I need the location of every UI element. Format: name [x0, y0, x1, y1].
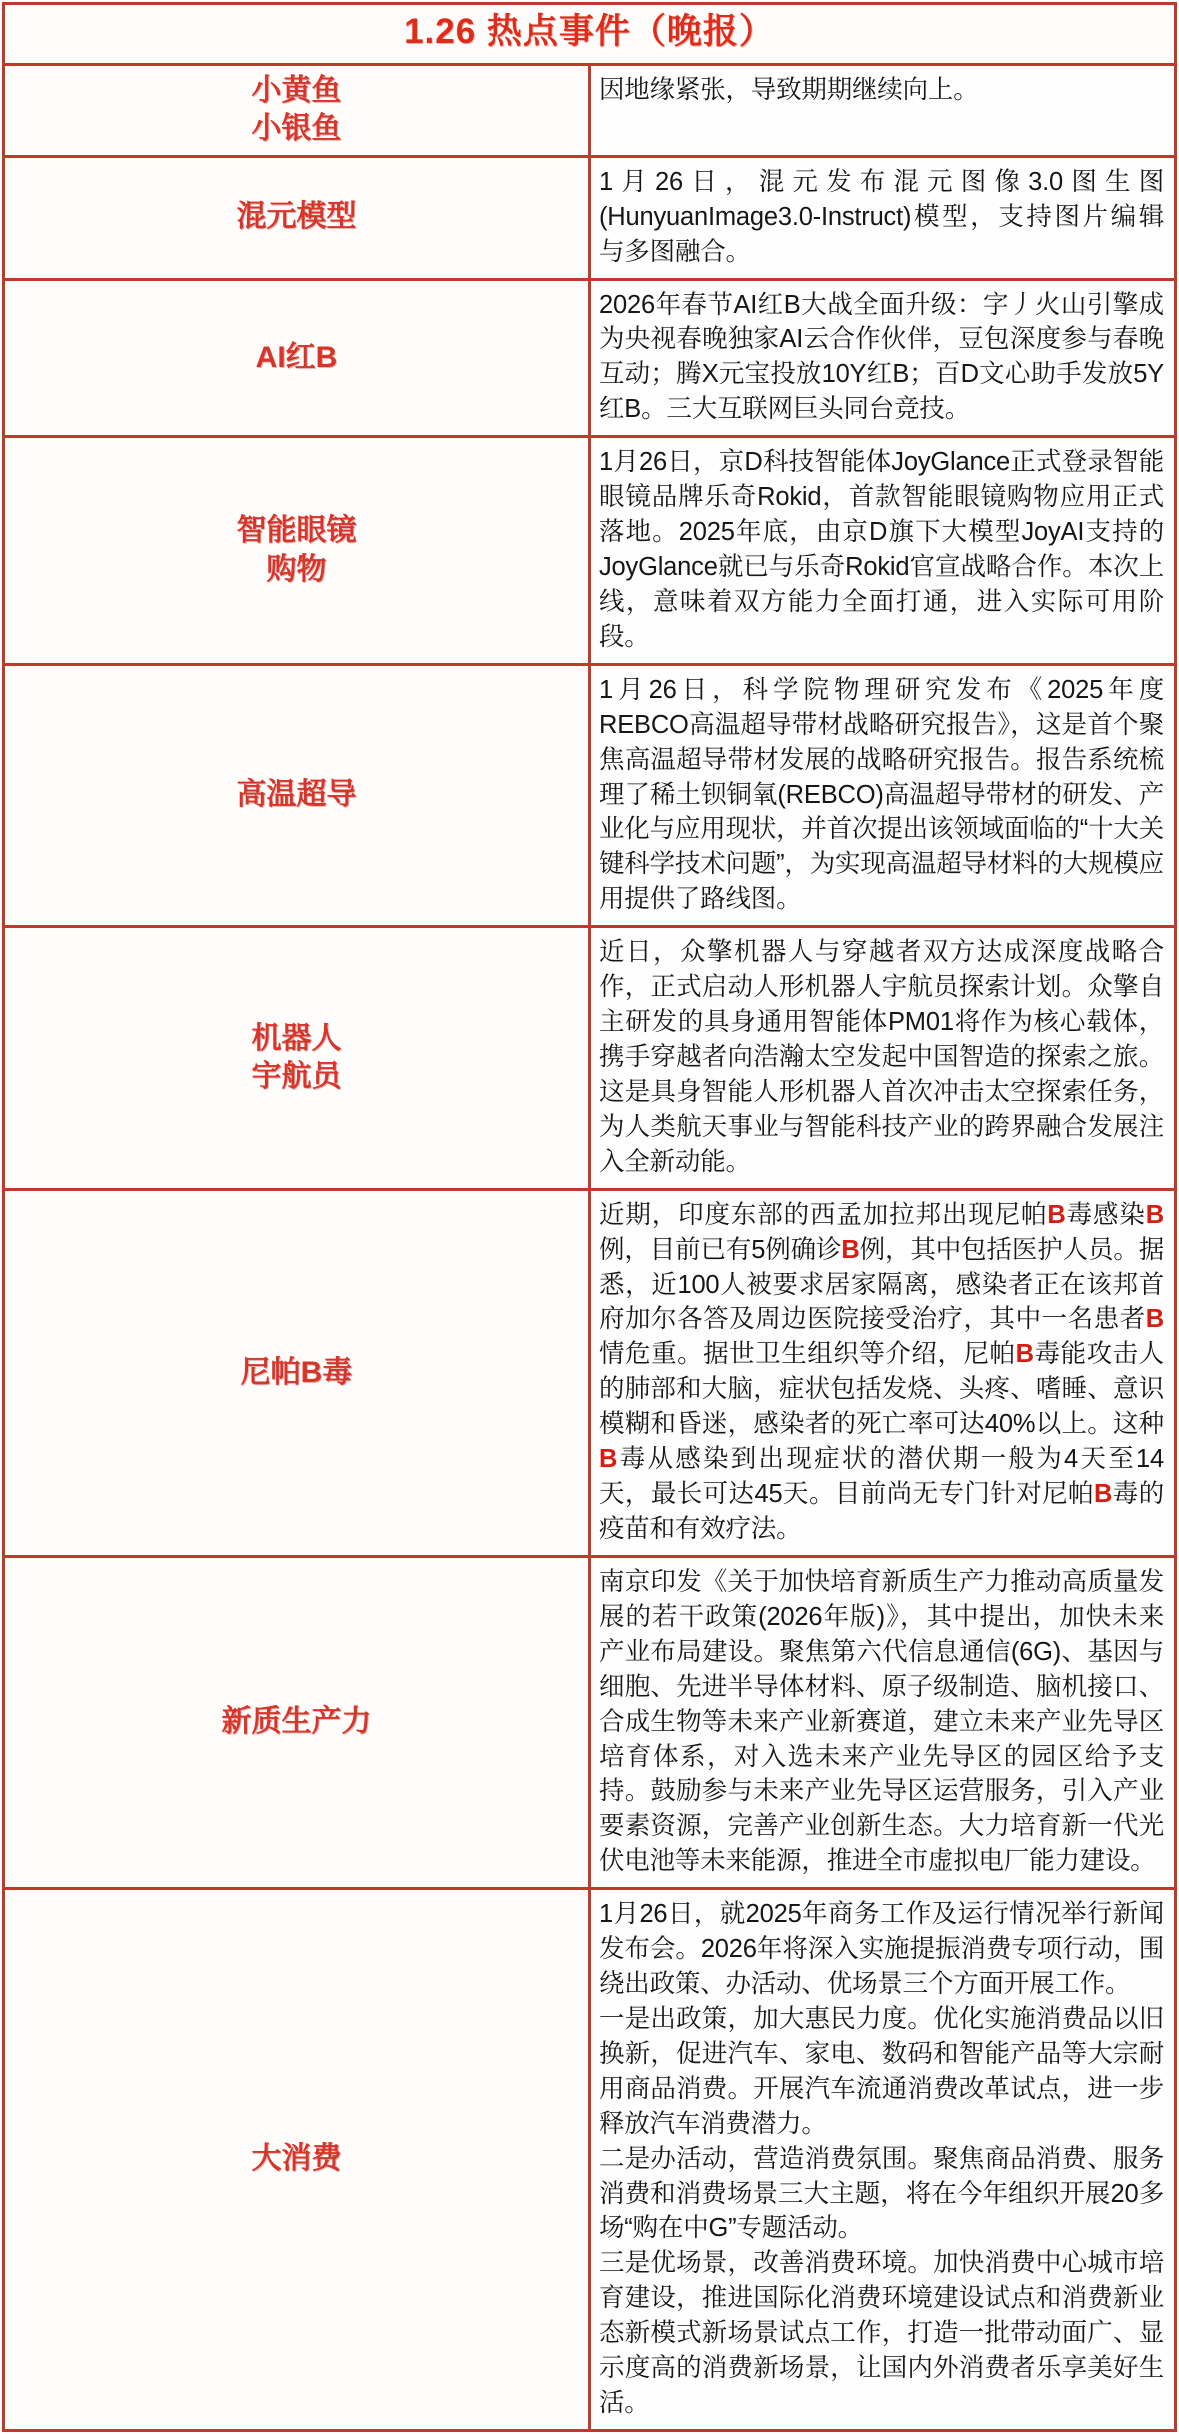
topic-label-line: 混元模型 [236, 200, 357, 234]
topic-body-cell [590, 1189, 1176, 1556]
body-paragraph [599, 1565, 1164, 1879]
highlighted-text: B [841, 1235, 860, 1264]
body-text: 南京印发《关于加快培育新质生产力推动高质量发展的若干政策(2026年版)》，其中提出，加快未来产业布局建设。聚焦第六代信息通信(6G)、基因与细胞、先进半导体材料、原子级制造、脑机接口、合成生物等未来产业新赛道，建立未来产业先导区培育体系，对入选未来产业先导区的园区给予支持。鼓励参与未来产业先导区运营服务，引入产业要素资源，完善产业创新生态。大力培育新一代光伏电池等未来能源，推进全市虚拟电厂能力建设。 [599, 1567, 1164, 1876]
topic-body-cell [590, 927, 1176, 1189]
body-text: 2026年春节AI红B大战全面升级：字丿火山引擎成为央视春晚独家AI云合作伙伴，豆包深度参与春晚互动；腾X元宝投放10Y红B；百D文心助手发放5Y红B。三大互联网巨头同台竞技。 [599, 290, 1164, 424]
body-paragraph [599, 1897, 1164, 2002]
body-paragraph [599, 935, 1164, 1179]
table-row [4, 1889, 1176, 2431]
topic-label-cell [4, 1556, 590, 1888]
table-row [4, 156, 1176, 279]
body-text: 1月26日，科学院物理研究发布《2025年度REBCO高温超导带材战略研究报告》，这是首个聚焦高温超导带材发展的战略研究报告。报告系统梳理了稀土钡铜氧(REBCO)高温超导带材的研发、产业化与应用现状，并首次提出该领域面临的“十大关键科学技术问题”，为实现高温超导材料的大规模应用提供了路线图。 [599, 675, 1164, 914]
body-paragraph [599, 73, 1164, 108]
body-text: 毒的疫苗和有效疗法。 [599, 1480, 1164, 1543]
topic-label-line: 购物 [266, 552, 327, 586]
table-body [4, 4, 1176, 2431]
highlighted-text: B [1145, 1200, 1164, 1229]
table-row [4, 65, 1176, 157]
hot-events-table [2, 2, 1177, 2432]
body-paragraph [599, 1198, 1164, 1547]
body-text: 因地缘紧张，导致期期继续向上。 [599, 76, 979, 104]
body-text: 三是优场景，改善消费环境。加快消费中心城市培育建设，推进国际化消费环境建设试点和消费新业态新模式新场景试点工作，打造一批带动面广、显示度高的消费新场景，让国内外消费者乐享美好生活。 [599, 2249, 1164, 2418]
highlighted-text: B [1015, 1340, 1034, 1369]
body-text: 情危重。据世卫生组织等介绍，尼帕 [599, 1340, 1016, 1369]
topic-label-line: 智能眼镜 [236, 514, 357, 548]
body-text: 近日，众擎机器人与穿越者双方达成深度战略合作，正式启动人形机器人宇航员探索计划。众擎自主研发的具身通用智能体PM01将作为核心载体，携手穿越者向浩瀚太空发起中国智造的探索之旅。这是具身智能人形机器人首次冲击太空探索任务，为人类航天事业与智能科技产业的跨界融合发展注入全新动能。 [599, 938, 1164, 1176]
topic-label-line: 尼帕B毒 [240, 1355, 353, 1389]
table-row [4, 279, 1176, 437]
topic-body-cell [590, 1556, 1176, 1888]
body-paragraph [599, 673, 1164, 917]
topic-body-cell [590, 156, 1176, 279]
table-row [4, 927, 1176, 1189]
body-paragraph [599, 2002, 1164, 2142]
title-row [4, 4, 1176, 65]
topic-label-line: 高温超导 [236, 778, 357, 812]
topic-label-line: 新质生产力 [221, 1705, 372, 1739]
highlighted-text: B [599, 1445, 618, 1474]
body-text: 毒能攻击人的肺部和大脑，症状包括发烧、头疼、嗜睡、意识模糊和昏迷，感染者的死亡率可达40%以上。这种 [599, 1340, 1164, 1439]
topic-label-cell [4, 65, 590, 157]
topic-label-cell [4, 1189, 590, 1556]
body-text: 二是办活动，营造消费氛围。聚焦商品消费、服务消费和消费场景三大主题，将在今年组织开展20多场“购在中G”专题活动。 [599, 2144, 1164, 2243]
body-paragraph [599, 445, 1164, 655]
body-text: 毒从感染到出现症状的潜伏期一般为4天至14天，最长可达45天。目前尚无专门针对尼帕 [599, 1445, 1164, 1509]
topic-body-cell [590, 65, 1176, 157]
body-paragraph [599, 165, 1164, 270]
topic-label-line: 小黄鱼 [251, 74, 342, 107]
page-title-cell [4, 4, 1176, 65]
body-text: 一是出政策，加大惠民力度。优化实施消费品以旧换新，促进汽车、家电、数码和智能产品等大宗耐用商品消费。开展汽车流通消费改革试点，进一步释放汽车消费潜力。 [599, 2004, 1164, 2138]
body-paragraph [599, 2142, 1164, 2247]
topic-label-cell [4, 664, 590, 926]
topic-label-cell [4, 1889, 590, 2431]
news-digest-sheet [0, 2, 1179, 2432]
body-text: 毒感染 [1065, 1200, 1146, 1229]
table-row [4, 664, 1176, 926]
topic-label-cell [4, 437, 590, 665]
topic-label-line: AI红B [255, 340, 338, 374]
body-paragraph [599, 2246, 1164, 2421]
highlighted-text: B [1047, 1200, 1066, 1229]
body-paragraph [599, 288, 1164, 428]
body-text: 1月26日，京D科技智能体JoyGlance正式登录智能眼镜品牌乐奇Rokid，首款智能眼镜购物应用正式落地。2025年底，由京D旗下大模型JoyAI支持的JoyGlance就已与乐奇Rokid官宣战略合作。本次上线，意味着双方能力全面打通，进入实际可用阶段。 [599, 448, 1164, 651]
body-text: 例，其中包括医护人员。据悉，近100人被要求居家隔离，感染者正在该邦首府加尔各答及周边医院接受治疗，其中一名患者 [599, 1235, 1164, 1334]
topic-body-cell [590, 1889, 1176, 2431]
highlighted-text: B [1145, 1305, 1164, 1334]
body-text: 1月26日，混元发布混元图像3.0图生图(HunyuanImage3.0-Instruct)模型，支持图片编辑与多图融合。 [599, 167, 1164, 266]
topic-label-cell [4, 927, 590, 1189]
highlighted-text: B [1093, 1480, 1113, 1509]
page-title: 1.26 热点事件（晚报） [404, 12, 775, 51]
topic-body-cell [590, 279, 1176, 437]
topic-label-cell [4, 279, 590, 437]
topic-label-line: 小银鱼 [251, 112, 342, 146]
topic-body-cell [590, 664, 1176, 926]
body-text: 1月26日，就2025年商务工作及运行情况举行新闻发布会。2026年将深入实施提振消费专项行动，围绕出政策、办活动、优场景三个方面开展工作。 [599, 1900, 1164, 1999]
table-row [4, 1556, 1176, 1888]
topic-label-cell [4, 156, 590, 279]
topic-label-line: 大消费 [251, 2142, 342, 2176]
table-row [4, 437, 1176, 665]
topic-body-cell [590, 437, 1176, 665]
table-row [4, 1189, 1176, 1556]
body-text: 近期，印度东部的西孟加拉邦出现尼帕 [599, 1200, 1048, 1229]
topic-label-line: 机器人 [251, 1021, 342, 1055]
body-text: 例，目前已有5例确诊 [599, 1235, 842, 1264]
topic-label-line: 宇航员 [251, 1059, 342, 1093]
